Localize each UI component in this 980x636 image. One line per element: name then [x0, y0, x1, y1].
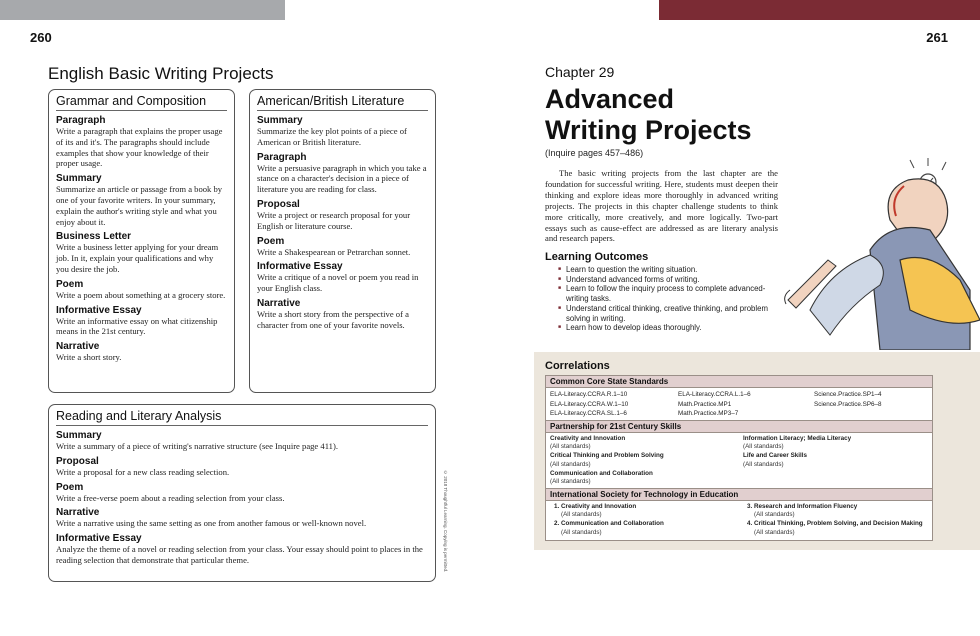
reading-items	[56, 430, 428, 566]
grammar-item-description: Write a business letter applying for your dream job. In it, explain your qualifications and why you desire the job.	[56, 242, 219, 274]
iste-entry-scope: (All standards)	[754, 511, 795, 519]
p21-entry	[743, 435, 932, 451]
correlations-title: Correlations	[545, 360, 610, 372]
learning-outcome-item: ■ Understand critical thinking, creative thinking, and problem solving in writing.	[558, 304, 768, 323]
grammar-item-heading: Summary	[56, 173, 102, 185]
ccss-standard: Science.Practice.SP6–8	[814, 400, 882, 408]
iste-entry-name: 3. Research and Information Fluency	[747, 503, 858, 510]
page-number-right: 261	[926, 30, 948, 45]
p21-entry-scope: (All standards)	[743, 460, 784, 468]
reading-item-heading: Narrative	[56, 507, 100, 519]
learning-outcome-item: ■ Learn how to develop ideas thoroughly.	[558, 323, 768, 333]
grammar-items	[56, 115, 227, 363]
p21-entry	[550, 452, 743, 468]
reading-item-heading: Poem	[56, 481, 84, 493]
reading-item-heading: Informative Essay	[56, 533, 142, 545]
reading-item-description: Analyze the theme of a novel or reading selection from your class. Your essay should point to places in the reading selection that demonstrate that particular theme.	[56, 544, 423, 565]
p21-entry-scope: (All standards)	[550, 478, 591, 486]
learning-outcome-item: ■ Learn to follow the inquiry process to complete advanced-writing tasks.	[558, 284, 768, 303]
grammar-item-description: Write a paragraph that explains the proper usage of its and it's. The paragraphs should include examples that show your knowledge of their proper usage.	[56, 126, 223, 169]
p21-grid	[546, 433, 932, 489]
reading-item-heading: Proposal	[56, 455, 99, 467]
p21-entry-name: Creativity and Innovation	[550, 435, 626, 442]
iste-entry	[550, 503, 743, 519]
reading-box	[48, 404, 436, 582]
p21-entry-name: Life and Career Skills	[743, 452, 808, 460]
ccss-section	[545, 375, 933, 422]
learning-outcome-item: ■ Learn to question the writing situation.	[558, 265, 768, 275]
ccss-standard: ELA-Literacy.CCRA.L.1–6	[678, 391, 751, 398]
reading-box-title: Reading and Literary Analysis	[56, 409, 428, 426]
inquire-reference: (Inquire pages 457–486)	[545, 148, 644, 158]
iste-section	[545, 488, 933, 541]
literature-item-description: Write a short story from the perspective of a character from one of your favorite novels.	[257, 308, 409, 330]
iste-entry-scope: (All standards)	[561, 528, 602, 536]
intro-paragraph: The basic writing projects from the last chapter are the foundation for successful writing. Here, students must deepen their thinking and explore ideas more thoroughly in advanced writing projects. The projects in this chapter challenge students to think more critically, more creatively, and more logically. Two-part essays such as cause-effect are addressed as are literary analysis and research papers.	[545, 168, 778, 244]
ccss-grid	[546, 388, 932, 421]
p21-entry-scope: (All standards)	[550, 460, 591, 468]
learning-outcome-item: ■ Understand advanced forms of writing.	[558, 275, 768, 285]
grammar-item-description: Write a poem about something at a grocery store.	[56, 289, 226, 300]
ccss-standard: Math.Practice.MP1	[678, 400, 732, 408]
left-page-title: English Basic Writing Projects	[48, 64, 274, 83]
p21-entry	[743, 452, 932, 468]
reading-item-description: Write a proposal for a new class reading selection.	[56, 466, 230, 477]
grammar-item-heading: Paragraph	[56, 115, 106, 126]
page-number-left: 260	[30, 30, 52, 45]
ccss-standard: Science.Practice.SP1–4	[814, 391, 882, 398]
iste-entry	[550, 520, 743, 536]
literature-item-description: Summarize the key plot points of a piece of American or British literature.	[257, 126, 407, 147]
grammar-item-description: Write an informative essay on what citizenship means in the 21st century.	[56, 315, 218, 337]
grammar-item-heading: Narrative	[56, 341, 100, 353]
literature-box-title: American/British Literature	[257, 94, 428, 111]
learning-outcomes-list	[558, 265, 768, 333]
iste-entry-name: 1. Creativity and Innovation	[554, 503, 637, 510]
thinking-person-illustration	[770, 140, 980, 350]
grammar-item-heading: Poem	[56, 278, 84, 290]
copyright-note: © 2018 Thoughtful Learning. Copying is permitted.	[443, 470, 448, 573]
grammar-item-heading: Informative Essay	[56, 304, 142, 316]
iste-grid	[546, 501, 932, 540]
p21-entry-name: Critical Thinking and Problem Solving	[550, 452, 664, 460]
iste-entry	[743, 503, 932, 519]
literature-item-heading: Informative Essay	[257, 261, 343, 273]
p21-section	[545, 420, 933, 490]
ccss-standard: ELA-Literacy.CCRA.SL.1–6	[550, 410, 627, 418]
grammar-box-title: Grammar and Composition	[56, 94, 227, 111]
literature-item-description: Write a critique of a novel or poem you read in your English class.	[257, 272, 419, 294]
ccss-standard: ELA-Literacy.CCRA.W.1–10	[550, 400, 629, 408]
literature-item-description: Write a persuasive paragraph in which you take a stance on a character's decision in a piece of literature you are reading for class.	[257, 162, 427, 195]
ccss-standard	[814, 409, 932, 419]
literature-item-description: Write a project or research proposal for your English or literature course.	[257, 209, 411, 231]
ccss-standard: Math.Practice.MP3–7	[678, 410, 739, 418]
grammar-item-description: Write a short story.	[56, 352, 122, 363]
p21-entry-scope: (All standards)	[743, 443, 784, 451]
literature-item-heading: Summary	[257, 115, 303, 126]
iste-entry-scope: (All standards)	[754, 528, 795, 536]
literature-item-heading: Paragraph	[257, 151, 307, 163]
ccss-standard: ELA-Literacy.CCRA.R.1–10	[550, 391, 628, 398]
ccss-heading: Common Core State Standards	[546, 376, 932, 388]
p21-entry	[550, 435, 743, 451]
chapter-title	[545, 84, 805, 146]
literature-item-heading: Narrative	[257, 297, 301, 309]
grammar-item-description: Summarize an article or passage from a book by one of your favorite writers. In your summary, explain the author's writing style and what you enjoy about it.	[56, 184, 223, 227]
chapter-title-line-1: Advanced	[545, 84, 675, 114]
reading-item-description: Write a summary of a piece of writing's narrative structure (see Inquire page 411).	[56, 441, 338, 451]
iste-entry-scope: (All standards)	[561, 511, 602, 519]
reading-item-description: Write a free-verse poem about a reading selection from your class.	[56, 492, 285, 503]
literature-item-heading: Poem	[257, 235, 285, 247]
iste-entry	[743, 520, 932, 536]
left-header-bar	[0, 0, 285, 20]
reading-item-description: Write a narrative using the same setting as one from another famous or well-known novel.	[56, 518, 367, 529]
grammar-item-heading: Business Letter	[56, 231, 132, 243]
p21-entry-scope: (All standards)	[550, 443, 591, 451]
chapter-title-line-2: Writing Projects	[545, 115, 752, 145]
literature-item-heading: Proposal	[257, 198, 300, 210]
reading-item-heading: Summary	[56, 430, 102, 441]
p21-entry	[550, 470, 743, 486]
right-header-bar	[659, 0, 980, 20]
chapter-label: Chapter 29	[545, 64, 615, 80]
learning-outcomes-title: Learning Outcomes	[545, 251, 649, 263]
p21-heading: Partnership for 21st Century Skills	[546, 421, 932, 433]
grammar-box	[48, 89, 235, 393]
iste-entry-name: 2. Communication and Collaboration	[554, 520, 664, 528]
p21-entry-name: Information Literacy; Media Literacy	[743, 435, 852, 442]
literature-box	[249, 89, 436, 393]
iste-entry-name: 4. Critical Thinking, Problem Solving, and Decision Making	[747, 520, 923, 528]
literature-item-description: Write a Shakespearean or Petrarchan sonnet.	[257, 246, 411, 257]
p21-entry-name: Communication and Collaboration	[550, 469, 653, 477]
literature-items	[257, 115, 428, 331]
iste-heading: International Society for Technology in Education	[546, 489, 932, 501]
